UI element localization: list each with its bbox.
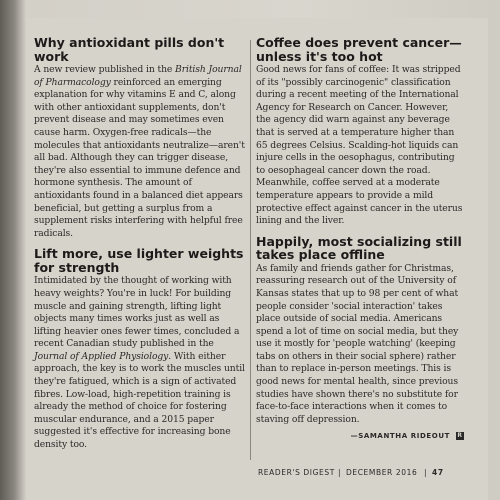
journal-name: British Journal of Pharmacology (34, 64, 242, 88)
issue-date: DECEMBER 2016 (346, 468, 418, 477)
publication-name: READER'S DIGEST (258, 468, 335, 477)
article-headline-socializing: Happily, most socializing still takes place offline (256, 233, 462, 263)
left-column (34, 36, 248, 459)
column-divider (250, 40, 251, 460)
footer-separator: | (424, 468, 428, 477)
article-headline-coffee: Coffee does prevent cancer—unless it's too hot (256, 35, 462, 64)
article-headline-antioxidants: Why antioxidant pills don't work (34, 35, 225, 64)
right-column (256, 36, 464, 440)
article-body-socializing: As family and friends gather for Christmas, reassuring research out of the University of Kansas states that up to 98 per cent of what people consider 'social interaction' takes place outside of social media. Americans spend a lot of time on social media, but they use it mostly for 'people watching' (keeping tabs on others in their social sphere) rather than to replace in-person meetings. This is good news for mental health, since previous studies have shown there's no substitute for face-to-face interactions when it comes to staving off depression. (256, 262, 459, 425)
article-body-weights: Intimidated by the thought of working with heavy weights? You're in luck! For building muscle and gaining strength, lifting light objects many times works just as well as lifting heavier ones fewer times, concluded a recent Canadian study published in the Journal of Applied Physiology. With either approach, the key is to work the muscles until they're fatigued, which is a sign of activated fibres. Low-load, high-repetition training is already the method of choice for fostering muscular endurance, and a 2015 paper suggested it's effective for increasing bone density too. (34, 275, 245, 451)
article-headline-weights: Lift more, use lighter weights for strength (34, 246, 244, 275)
end-mark-icon: R (457, 432, 463, 440)
article-body-antioxidants: A new review published in the British Journal of Pharmacology reinforced an emerging explanation for why vitamins E and C, along with other antioxidant supplements, don't prevent disease and may sometimes even cause harm. Oxygen-free radicals—the molecules that antioxidants neutralize—aren't all bad. Although they can trigger disease, they're also essential to immune defence and hormone synthesis. The amount of antioxidants found in a balanced diet appears beneficial, but getting a surplus from a supplement risks interfering with helpful free radicals. (34, 64, 245, 239)
magazine-page (26, 18, 488, 500)
footer-separator: | (338, 468, 342, 477)
page-number: 47 (432, 468, 444, 477)
article-body-coffee: Good news for fans of coffee: It was stripped of its "possibly carcinogenic" classification during a recent meeting of the International Agency for Research on Cancer. However, the agency did warn against any beverage that is served at a temperature higher than 65 degrees Celsius. Scalding-hot liquids can injure cells in the oesophagus, contributing to oesophageal cancer down the road. Meanwhile, coffee served at a moderate temperature appears to provide a mild protective effect against cancer in the uterus lining and the liver. (256, 64, 463, 227)
author-byline: —SAMANTHA RIDEOUT R (350, 432, 463, 441)
journal-name: Journal of Applied Physiology (34, 350, 169, 362)
